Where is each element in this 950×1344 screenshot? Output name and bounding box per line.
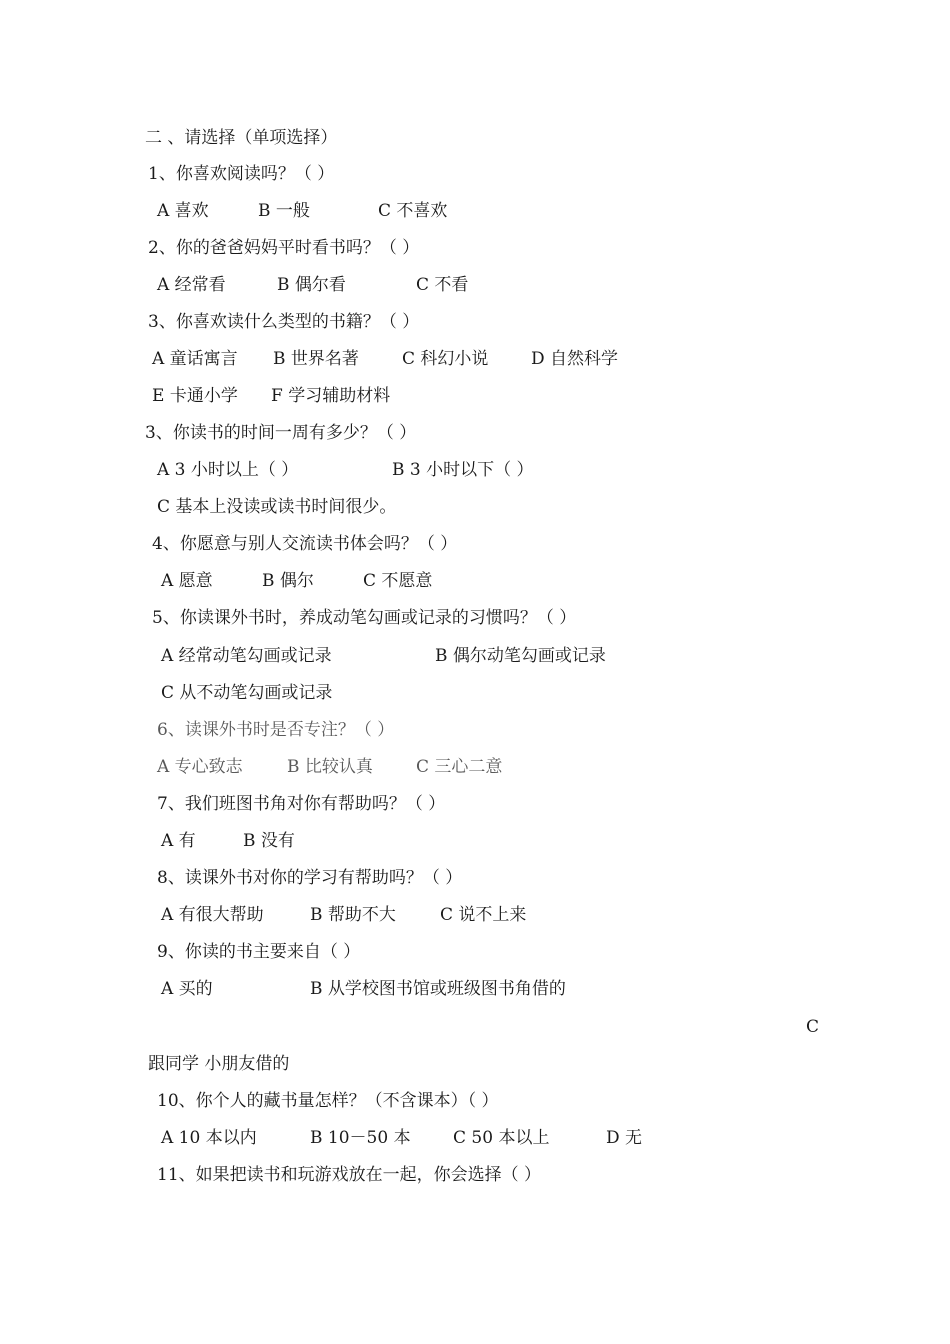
section-title: 二 、请选择（单项选择） — [145, 128, 338, 148]
option: A 专心致志 — [157, 757, 243, 777]
option: C 50 本以上 — [453, 1128, 550, 1148]
question-9: 9、你读的书主要来自（ ） — [157, 942, 361, 962]
option: A 童话寓言 — [152, 349, 238, 369]
option: C — [806, 1017, 820, 1037]
question-4: 4、你愿意与别人交流读书体会吗？（ ） — [152, 534, 458, 554]
option: A 愿意 — [161, 571, 213, 591]
option: B 10－50 本 — [310, 1128, 411, 1148]
question-10: 10、你个人的藏书量怎样？（不含课本）（ ） — [157, 1091, 499, 1111]
question-2: 2、你的爸爸妈妈平时看书吗？（ ） — [148, 238, 420, 258]
option: A 喜欢 — [157, 201, 209, 221]
option: B 世界名著 — [273, 349, 359, 369]
question-6: 6、读课外书时是否专注？（ ） — [157, 720, 395, 740]
question-5: 5、你读课外书时，养成动笔勾画或记录的习惯吗？（ ） — [152, 608, 577, 628]
option: C 不看 — [416, 275, 469, 295]
option: C 基本上没读或读书时间很少。 — [157, 497, 397, 517]
question-11: 11、如果把读书和玩游戏放在一起，你会选择（ ） — [157, 1165, 542, 1185]
question-7: 7、我们班图书角对你有帮助吗？（ ） — [157, 794, 446, 814]
option: A 买的 — [161, 979, 213, 999]
option: B 偶尔 — [262, 571, 314, 591]
option: E 卡通小学 — [152, 386, 238, 406]
option: D 自然科学 — [531, 349, 619, 369]
option: A 经常动笔勾画或记录 — [161, 646, 332, 666]
option: B 一般 — [258, 201, 310, 221]
option: C 三心二意 — [416, 757, 503, 777]
option: B 偶尔看 — [277, 275, 346, 295]
option: 跟同学 小朋友借的 — [148, 1054, 290, 1074]
option: B 没有 — [243, 831, 295, 851]
option: C 科幻小说 — [402, 349, 489, 369]
option: C 不愿意 — [363, 571, 433, 591]
option: C 说不上来 — [440, 905, 527, 925]
question-8: 8、读课外书对你的学习有帮助吗？（ ） — [157, 868, 463, 888]
option: C 从不动笔勾画或记录 — [161, 683, 333, 703]
option: B 从学校图书馆或班级图书角借的 — [310, 979, 566, 999]
option: B 比较认真 — [287, 757, 373, 777]
option: B 帮助不大 — [310, 905, 396, 925]
option: C 不喜欢 — [378, 201, 448, 221]
option: D 无 — [606, 1128, 643, 1148]
question-3b: 3、你读书的时间一周有多少？（ ） — [145, 423, 417, 443]
option: A 3 小时以上（ ） — [157, 460, 299, 480]
question-1: 1、你喜欢阅读吗？（ ） — [148, 164, 335, 184]
option: A 有很大帮助 — [161, 905, 264, 925]
option: F 学习辅助材料 — [271, 386, 391, 406]
option: A 经常看 — [157, 275, 226, 295]
option: A 10 本以内 — [161, 1128, 257, 1148]
question-3: 3、你喜欢读什么类型的书籍？（ ） — [148, 312, 420, 332]
option: B 偶尔动笔勾画或记录 — [435, 646, 606, 666]
option: A 有 — [161, 831, 196, 851]
option: B 3 小时以下（ ） — [392, 460, 534, 480]
